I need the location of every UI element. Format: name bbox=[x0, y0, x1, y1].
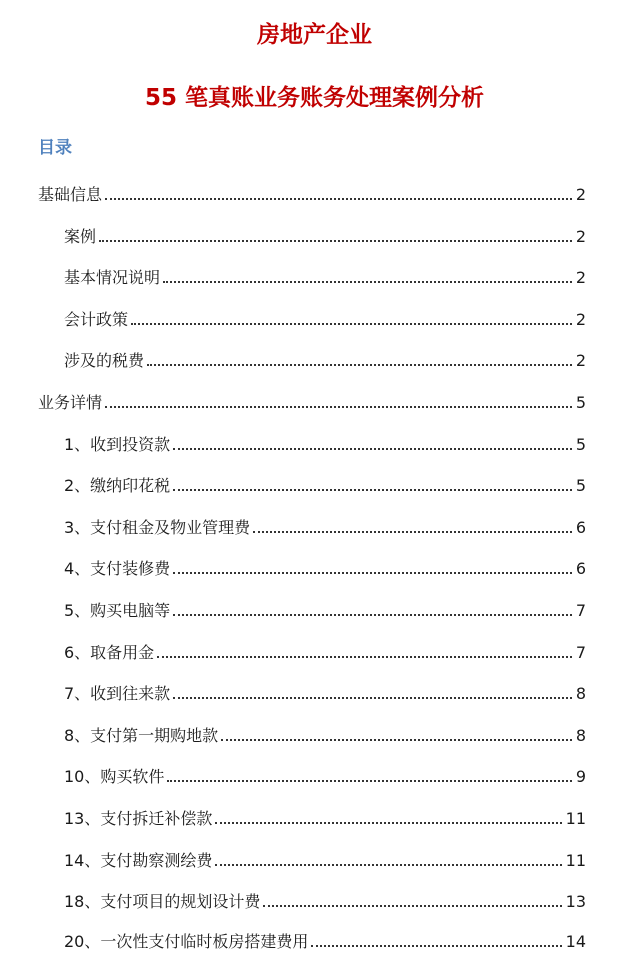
dot-leader bbox=[221, 739, 572, 741]
toc-entry-item-4[interactable] bbox=[64, 550, 586, 580]
toc-entry-label: 14、支付勘察测绘费 bbox=[64, 851, 213, 870]
toc-entry-label: 1、收到投资款 bbox=[64, 435, 171, 454]
toc-entry-page: 2 bbox=[575, 185, 586, 204]
toc-entry-item-7[interactable] bbox=[64, 675, 586, 705]
toc-entry-label: 7、收到往来款 bbox=[64, 684, 171, 703]
document-title: 房地产企业 bbox=[257, 22, 372, 48]
toc-entry-item-13[interactable] bbox=[64, 800, 586, 830]
toc-entry-label: 6、取备用金 bbox=[64, 643, 155, 662]
toc-entry-item-8[interactable] bbox=[64, 717, 586, 747]
toc-entry-page: 2 bbox=[575, 310, 586, 329]
dot-leader bbox=[105, 198, 572, 200]
toc-entry-label: 10、购买软件 bbox=[64, 767, 165, 786]
dot-leader bbox=[105, 406, 572, 408]
dot-leader bbox=[99, 240, 572, 242]
toc-entry-page: 5 bbox=[575, 393, 586, 412]
toc-entry-page: 14 bbox=[565, 932, 586, 951]
toc-entry-business-details[interactable] bbox=[38, 384, 586, 414]
dot-leader bbox=[173, 489, 572, 491]
dot-leader bbox=[311, 945, 561, 947]
toc-entry-label: 涉及的税费 bbox=[64, 351, 145, 370]
toc-entry-label: 业务详情 bbox=[38, 393, 103, 412]
toc-entry-page: 8 bbox=[575, 726, 586, 745]
dot-leader bbox=[173, 448, 572, 450]
dot-leader bbox=[215, 864, 561, 866]
toc-entry-item-10[interactable] bbox=[64, 758, 586, 788]
toc-entry-page: 11 bbox=[565, 851, 586, 870]
toc-entry-label: 3、支付租金及物业管理费 bbox=[64, 518, 251, 537]
toc-entry-basic-info[interactable] bbox=[38, 176, 586, 206]
dot-leader bbox=[147, 364, 572, 366]
dot-leader bbox=[163, 281, 572, 283]
toc-entry-page: 2 bbox=[575, 268, 586, 287]
toc-entry-item-14[interactable] bbox=[64, 842, 586, 872]
toc-entry-label: 案例 bbox=[64, 227, 97, 246]
toc-entry-page: 5 bbox=[575, 476, 586, 495]
toc-heading: 目录 bbox=[38, 138, 72, 158]
dot-leader bbox=[215, 822, 561, 824]
toc-entry-label: 4、支付装修费 bbox=[64, 559, 171, 578]
toc-entry-item-2[interactable] bbox=[64, 467, 586, 497]
toc-entry-label: 2、缴纳印花税 bbox=[64, 476, 171, 495]
toc-entry-page: 11 bbox=[565, 809, 586, 828]
dot-leader bbox=[173, 572, 572, 574]
dot-leader bbox=[173, 697, 572, 699]
document-subtitle: 55 笔真账业务账务处理案例分析 bbox=[144, 85, 484, 111]
dot-leader bbox=[253, 531, 572, 533]
toc-entry-page: 2 bbox=[575, 351, 586, 370]
toc-entry-page: 6 bbox=[575, 518, 586, 537]
toc-entry-label: 18、支付项目的规划设计费 bbox=[64, 892, 261, 911]
toc-entry-item-1[interactable] bbox=[64, 426, 586, 456]
toc-entry-label: 基本情况说明 bbox=[64, 268, 161, 287]
toc-entry-basic-description[interactable] bbox=[64, 259, 586, 289]
toc-entry-label: 13、支付拆迁补偿款 bbox=[64, 809, 213, 828]
toc-entry-page: 7 bbox=[575, 601, 586, 620]
toc-entry-item-3[interactable] bbox=[64, 509, 586, 539]
toc-entry-page: 13 bbox=[565, 892, 586, 911]
dot-leader bbox=[167, 780, 571, 782]
toc-entry-page: 2 bbox=[575, 227, 586, 246]
toc-entry-label: 20、一次性支付临时板房搭建费用 bbox=[64, 932, 309, 951]
toc-entry-page: 9 bbox=[575, 767, 586, 786]
toc-entry-item-18[interactable] bbox=[64, 883, 586, 913]
toc-entry-page: 5 bbox=[575, 435, 586, 454]
toc-entry-taxes[interactable] bbox=[64, 342, 586, 372]
toc-entry-page: 7 bbox=[575, 643, 586, 662]
toc-entry-page: 8 bbox=[575, 684, 586, 703]
toc-entry-item-20[interactable] bbox=[64, 923, 586, 953]
toc-entry-label: 8、支付第一期购地款 bbox=[64, 726, 219, 745]
dot-leader bbox=[173, 614, 572, 616]
toc-entry-label: 会计政策 bbox=[64, 310, 129, 329]
toc-entry-accounting-policy[interactable] bbox=[64, 301, 586, 331]
dot-leader bbox=[157, 656, 572, 658]
toc-entry-label: 基础信息 bbox=[38, 185, 103, 204]
toc-entry-item-6[interactable] bbox=[64, 634, 586, 664]
toc-entry-case[interactable] bbox=[64, 218, 586, 248]
dot-leader bbox=[131, 323, 572, 325]
dot-leader bbox=[263, 905, 561, 907]
toc-entry-item-5[interactable] bbox=[64, 592, 586, 622]
toc-entry-page: 6 bbox=[575, 559, 586, 578]
toc-entry-label: 5、购买电脑等 bbox=[64, 601, 171, 620]
